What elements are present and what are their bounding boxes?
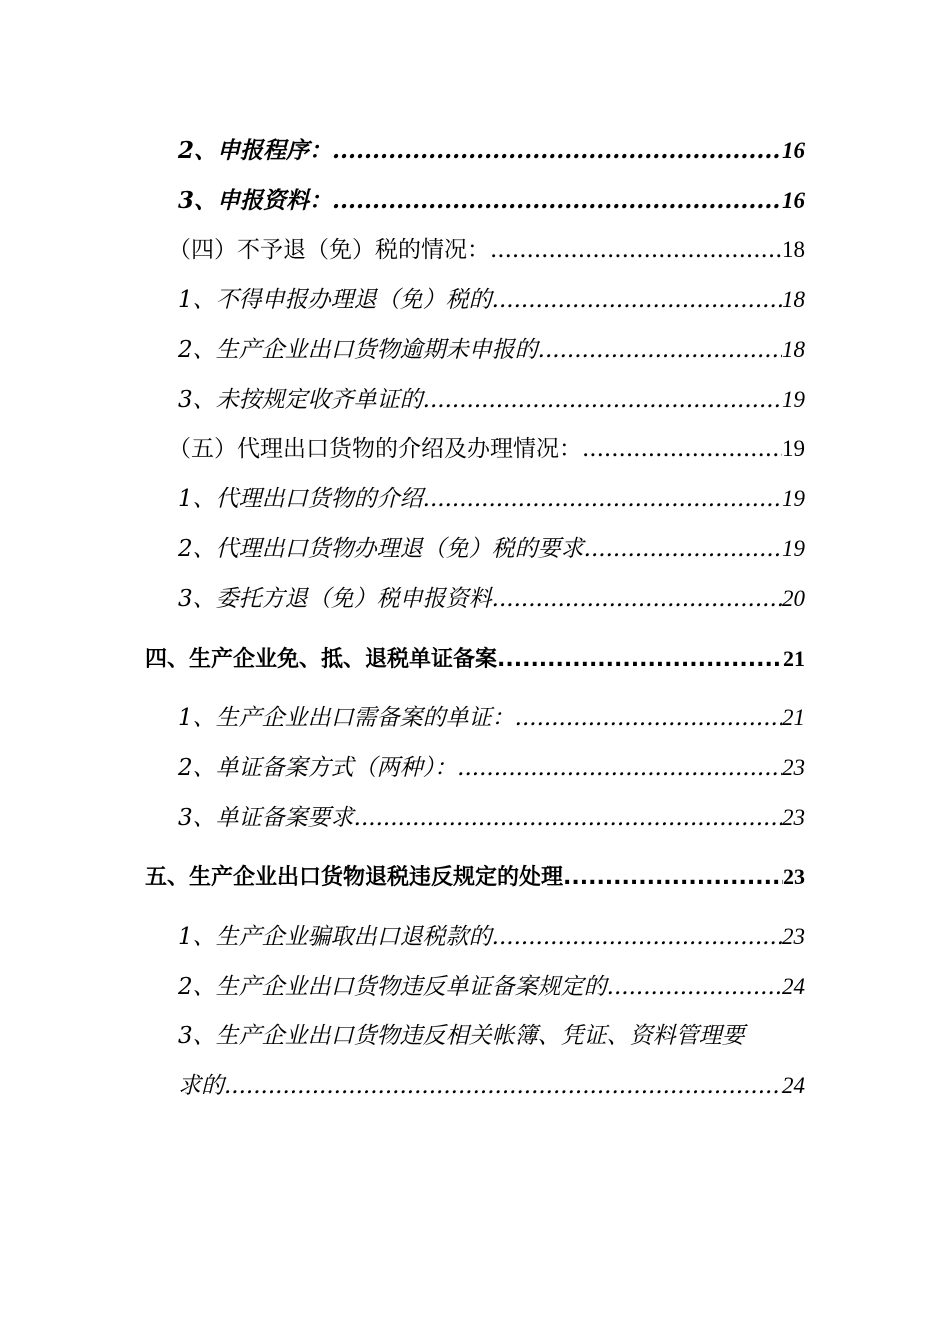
toc-entry-text: 3、申报资料： <box>178 187 333 214</box>
toc-page-number: 24 <box>782 974 805 999</box>
toc-entry[interactable] <box>178 584 805 614</box>
toc-page-number: 18 <box>782 237 805 262</box>
toc-entry-text: 1、生产企业骗取出口退税款的 <box>178 924 492 950</box>
toc-page-number: 21 <box>783 646 805 671</box>
toc-page-number: 18 <box>782 287 805 312</box>
toc-leader-dots <box>332 186 782 216</box>
toc-page-number: 19 <box>782 436 805 461</box>
toc-entry[interactable] <box>178 186 805 216</box>
toc-page-number: 23 <box>782 924 805 949</box>
toc-entry-text: （四）不予退（免）税的情况： <box>168 237 490 263</box>
toc-leader-dots <box>423 385 782 415</box>
toc-entry-text: 1、生产企业出口需备案的单证： <box>178 705 515 731</box>
toc-entry[interactable] <box>178 285 805 315</box>
toc-leader-dots <box>457 753 782 783</box>
toc-chapter-entry[interactable] <box>145 862 805 893</box>
toc-page-number: 23 <box>783 864 805 889</box>
toc-entry-text: 求的 <box>178 1073 224 1099</box>
toc-entry-text: 2、生产企业出口货物逾期未申报的 <box>178 337 538 363</box>
toc-entry-text: 3、生产企业出口货物违反相关帐簿、凭证、资料管理要 <box>178 1023 745 1049</box>
toc-chapter-entry[interactable] <box>145 644 805 675</box>
toc-leader-dots <box>490 235 782 265</box>
toc-entry-text: 1、代理出口货物的介绍 <box>178 486 423 512</box>
toc-entry[interactable] <box>178 703 805 733</box>
toc-entry-text: 3、单证备案要求 <box>178 805 354 831</box>
toc-leader-dots <box>582 434 782 464</box>
toc-page-number: 21 <box>782 705 805 730</box>
toc-entry-text: 1、不得申报办理退（免）税的 <box>178 287 492 313</box>
toc-leader-dots <box>538 335 782 365</box>
toc-leader-dots <box>423 484 782 514</box>
toc-entry[interactable] <box>178 753 805 783</box>
toc-entry[interactable] <box>168 235 805 265</box>
toc-entry[interactable] <box>178 385 805 415</box>
toc-leader-dots <box>584 534 782 564</box>
toc-leader-dots <box>492 584 782 614</box>
toc-leader-dots <box>563 863 783 893</box>
toc-entry[interactable] <box>178 972 805 1002</box>
toc-page-number: 20 <box>782 586 805 611</box>
toc-entry[interactable] <box>178 1071 805 1101</box>
toc-leader-dots <box>332 136 782 166</box>
toc-page-number: 16 <box>782 138 805 163</box>
toc-entry[interactable] <box>178 534 805 564</box>
toc-entry-text: 2、申报程序： <box>178 137 333 164</box>
toc-page-number: 23 <box>782 755 805 780</box>
toc-entry-text: 3、委托方退（免）税申报资料 <box>178 586 492 612</box>
toc-entry[interactable] <box>178 922 805 952</box>
toc-entry-text: 2、代理出口货物办理退（免）税的要求 <box>178 536 584 562</box>
toc-leader-dots <box>515 703 782 733</box>
toc-leader-dots <box>492 922 782 952</box>
toc-entry-text: 五、生产企业出口货物退税违反规定的处理 <box>145 865 564 890</box>
toc-entry-text: 2、生产企业出口货物违反单证备案规定的 <box>178 974 607 1000</box>
toc-page-number: 16 <box>782 188 805 213</box>
toc-entry-text: 3、未按规定收齐单证的 <box>178 387 423 413</box>
toc-page-number: 19 <box>782 536 805 561</box>
toc-entry[interactable] <box>178 335 805 365</box>
toc-leader-dots <box>224 1071 782 1101</box>
toc-entry-wrapped-first-line[interactable] <box>178 1021 805 1051</box>
toc-entry[interactable] <box>178 484 805 514</box>
toc-page-number: 23 <box>782 805 805 830</box>
toc-leader-dots <box>497 645 783 675</box>
toc-entry-text: （五）代理出口货物的介绍及办理情况： <box>168 436 582 462</box>
toc-leader-dots <box>607 972 782 1002</box>
toc-entry[interactable] <box>168 434 805 464</box>
toc-entry[interactable] <box>178 803 805 833</box>
toc-page-number: 19 <box>782 387 805 412</box>
toc-leader-dots <box>354 803 782 833</box>
toc-entry-text: 四、生产企业免、抵、退税单证备案 <box>145 647 498 672</box>
toc-page-number: 24 <box>782 1073 805 1098</box>
toc-entry-text: 2、单证备案方式（两种）： <box>178 755 458 781</box>
toc-page-number: 18 <box>782 337 805 362</box>
toc-entry[interactable] <box>178 136 805 166</box>
toc-page-number: 19 <box>782 486 805 511</box>
toc-leader-dots <box>492 285 782 315</box>
